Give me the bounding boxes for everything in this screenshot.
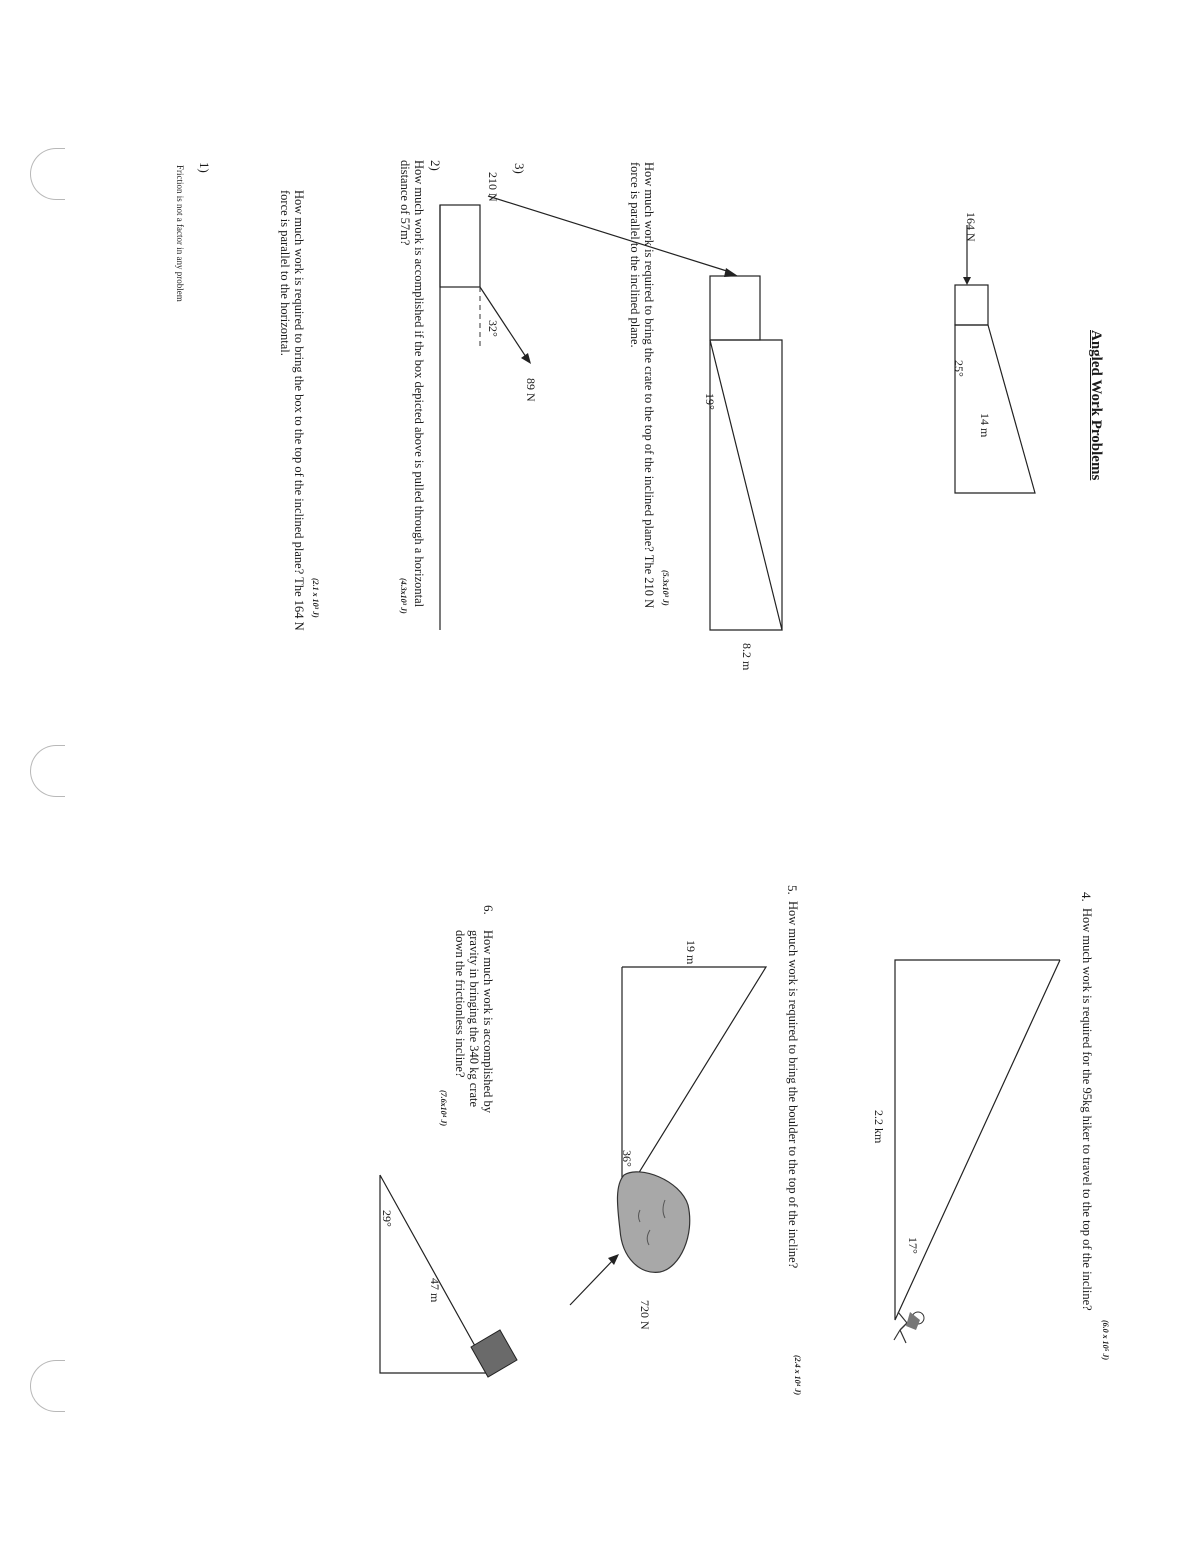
problem-6-question-line1: How much work is accomplished by bbox=[481, 930, 495, 1113]
problem-5-question: How much work is required to bring the boulder to the top of the incline? bbox=[786, 901, 800, 1269]
problem-3-question-line2: distance of 57m? bbox=[398, 160, 412, 246]
problem-6-angle: 29° bbox=[380, 1210, 394, 1227]
problem-6-answer: (7.6x10⁴ J) bbox=[439, 1090, 448, 1127]
problem-2-angle: 19° bbox=[703, 393, 717, 410]
problem-1-angle: 25° bbox=[952, 360, 966, 377]
problem-4-length: 2.2 km bbox=[872, 1110, 886, 1144]
problem-5-answer: (2.4 x 10⁴ J) bbox=[793, 1355, 802, 1396]
crate bbox=[471, 1330, 517, 1377]
problem-4-angle: 17° bbox=[906, 1237, 920, 1254]
page-title: Angled Work Problems bbox=[1088, 330, 1104, 481]
problem-3-force: 89 N bbox=[524, 378, 538, 402]
problem-6-number: 6. bbox=[481, 905, 496, 915]
problem-3-number: 3) bbox=[512, 163, 527, 174]
problem-3-question-line1: How much work is accomplished if the box depicted above is pulled through a horizontal bbox=[412, 160, 426, 608]
problem-1-question-line1: How much work is required to bring the box to the top of the inclined plane? The 164 N bbox=[292, 190, 306, 631]
problem-5-height: 19 m bbox=[684, 940, 698, 965]
problem-4-number: 4. bbox=[1079, 892, 1094, 902]
problem-1-question-line2: force is parallel to the horizontal. bbox=[278, 190, 292, 356]
problem-6-question-line3: down the frictionless incline? bbox=[453, 930, 467, 1078]
incline-triangle bbox=[380, 1175, 490, 1373]
problem-2-force: 210 N bbox=[486, 172, 500, 202]
problem-2-question-line2: force is parallel to the inclined plane. bbox=[628, 162, 642, 348]
problem-1-length: 14 m bbox=[978, 413, 992, 438]
instructions-note: Friction is not a factor in any problem bbox=[175, 165, 185, 302]
problem-1-answer: (2.1 x 10³ J) bbox=[311, 578, 320, 618]
problem-1-number: 1) bbox=[197, 162, 212, 173]
problem-2-answer: (5.3x10³ J) bbox=[661, 570, 670, 606]
problem-6-length: 47 m bbox=[428, 1278, 442, 1303]
problem-6-question-line2: gravity in bringing the 340 kg crate bbox=[467, 930, 481, 1108]
problem-1-force: 164 N bbox=[964, 212, 978, 242]
problem-4-question: How much work is required for the 95kg hiker to travel to the top of the incline? bbox=[1080, 908, 1094, 1311]
problem-5-angle: 36° bbox=[620, 1150, 634, 1167]
problem-2-number: 2) bbox=[428, 160, 443, 171]
problem-5-number: 5. bbox=[785, 885, 800, 895]
problem-2-height: 8.2 m bbox=[740, 643, 754, 671]
problem-3-answer: (4.3x10³ J) bbox=[399, 578, 408, 614]
problem-5-force: 720 N bbox=[638, 1300, 652, 1330]
problem-3-angle: 32° bbox=[486, 320, 500, 337]
problem-4-answer: (6.0 x 10⁵ J) bbox=[1101, 1320, 1110, 1361]
problem-2-question-line1: How much work is required to bring the crate to the top of the inclined plane? The 210 N bbox=[642, 162, 656, 609]
